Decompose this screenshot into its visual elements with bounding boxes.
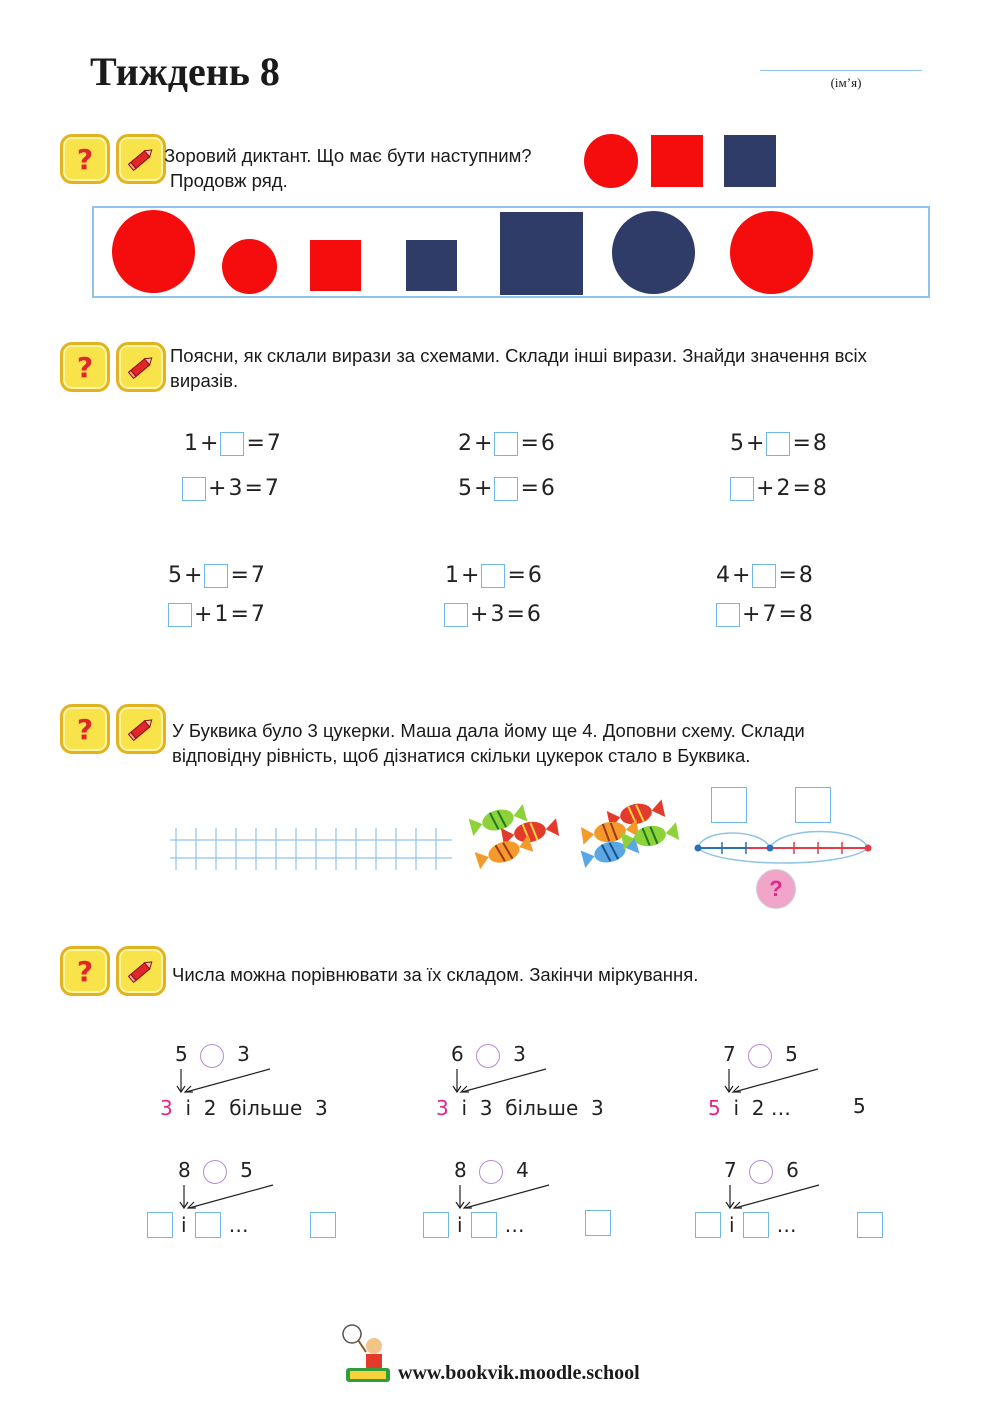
pencil-icon <box>116 704 166 754</box>
arrows <box>173 1183 283 1211</box>
equation: + 3 = 6 <box>444 602 541 627</box>
task2-icons <box>60 342 166 392</box>
equation: 5 + = 7 <box>168 563 265 588</box>
answer-box[interactable] <box>168 603 192 627</box>
question-icon: ? <box>60 946 110 996</box>
name-label: (ім’я) <box>830 75 862 90</box>
pencil-icon <box>116 342 166 392</box>
compare-circle[interactable] <box>749 1160 773 1184</box>
answer-box[interactable] <box>444 603 468 627</box>
comparison-reasoning: і … <box>423 1212 525 1238</box>
comparison-top: 6 3 <box>451 1042 526 1066</box>
equation: 4 + = 8 <box>716 563 813 588</box>
candies-4-image <box>580 796 686 870</box>
equation: 1 + = 7 <box>184 431 281 456</box>
question-icon: ? <box>60 134 110 184</box>
seq-navy-square-large <box>500 212 583 295</box>
page-title: Тиждень 8 <box>90 49 280 94</box>
answer-box[interactable] <box>585 1210 611 1236</box>
scheme-answer-box-right[interactable] <box>795 787 831 823</box>
question-icon: ? <box>60 704 110 754</box>
pattern-red-square <box>651 135 703 187</box>
pencil-icon <box>116 946 166 996</box>
equation: + 2 = 8 <box>730 476 827 501</box>
task3-icons <box>60 704 166 754</box>
comparison-top: 7 5 <box>723 1042 798 1066</box>
answer-box[interactable] <box>752 564 776 588</box>
equation: 5 + = 8 <box>730 431 827 456</box>
answer-box[interactable] <box>857 1212 883 1238</box>
equation: + 3 = 7 <box>182 476 279 501</box>
task4-instruction: Числа можна порівнювати за їх складом. Закінчи міркування. <box>172 964 699 985</box>
answer-box[interactable] <box>182 477 206 501</box>
pattern-red-circle <box>584 134 638 188</box>
pattern-navy-square <box>724 135 776 187</box>
answer-box[interactable] <box>695 1212 721 1238</box>
pencil-icon <box>116 134 166 184</box>
grid-strip[interactable] <box>170 826 452 872</box>
arrows <box>449 1183 559 1211</box>
comparison-top: 7 6 <box>724 1158 799 1182</box>
equation: + 7 = 8 <box>716 602 813 627</box>
answer-box[interactable] <box>195 1212 221 1238</box>
arrows <box>446 1067 556 1095</box>
task4-icons <box>60 946 166 996</box>
equation: 2 + = 6 <box>458 431 555 456</box>
comparison-top: 5 3 <box>175 1042 250 1066</box>
seq-navy-square-small <box>406 240 457 291</box>
comparison-value: 5 <box>853 1094 866 1118</box>
compare-circle[interactable] <box>748 1044 772 1068</box>
answer-box[interactable] <box>730 477 754 501</box>
seq-red-circle-large <box>112 210 195 293</box>
comparison-reasoning: 5 і 2 … <box>708 1096 791 1120</box>
answer-box[interactable] <box>716 603 740 627</box>
answer-box[interactable] <box>766 432 790 456</box>
answer-box[interactable] <box>423 1212 449 1238</box>
name-input-line[interactable] <box>760 70 922 71</box>
comparison-reasoning: 3 і 3 більше 3 <box>436 1096 604 1120</box>
seq-red-circle-large-2 <box>730 211 813 294</box>
arrows <box>718 1067 828 1095</box>
question-icon: ? <box>60 342 110 392</box>
answer-box[interactable] <box>494 477 518 501</box>
arrows <box>170 1067 280 1095</box>
question-circle: ? <box>756 869 796 909</box>
candies-3-image <box>468 798 568 870</box>
scheme-answer-box-left[interactable] <box>711 787 747 823</box>
task2-instruction: Поясни, як склали вирази за схемами. Склади інші вирази. Знайди значення всіх виразів. <box>170 345 867 391</box>
arrows <box>719 1183 829 1211</box>
comparison-reasoning: і … <box>147 1212 249 1238</box>
compare-circle[interactable] <box>203 1160 227 1184</box>
seq-navy-circle-large <box>612 211 695 294</box>
comparison-top: 8 5 <box>178 1158 253 1182</box>
answer-box[interactable] <box>204 564 228 588</box>
task1-icons <box>60 134 166 184</box>
compare-circle[interactable] <box>200 1044 224 1068</box>
equation: 1 + = 6 <box>445 563 542 588</box>
answer-box[interactable] <box>310 1212 336 1238</box>
answer-box[interactable] <box>147 1212 173 1238</box>
seq-red-circle-small <box>222 239 277 294</box>
answer-box[interactable] <box>481 564 505 588</box>
seq-red-square-small <box>310 240 361 291</box>
equation: + 1 = 7 <box>168 602 265 627</box>
equation: 5 + = 6 <box>458 476 555 501</box>
number-line-scheme <box>690 822 876 870</box>
answer-box[interactable] <box>471 1212 497 1238</box>
compare-circle[interactable] <box>479 1160 503 1184</box>
bookvik-logo <box>336 1322 396 1388</box>
footer-url[interactable]: www.bookvik.moodle.school <box>398 1362 640 1384</box>
comparison-reasoning: і … <box>695 1212 797 1238</box>
answer-box[interactable] <box>743 1212 769 1238</box>
answer-box[interactable] <box>220 432 244 456</box>
compare-circle[interactable] <box>476 1044 500 1068</box>
task3-instruction: У Буквика було 3 цукерки. Маша дала йому ще 4. Доповни схему. Склади відповідну рівність, щоб дізнатися скільки цукерок стало в Буквика. <box>172 720 805 766</box>
comparison-top: 8 4 <box>454 1158 529 1182</box>
comparison-reasoning: 3 і 2 більше 3 <box>160 1096 328 1120</box>
answer-box[interactable] <box>494 432 518 456</box>
task1-instruction: Зоровий диктант. Що має бути наступним? Продовж ряд. <box>164 145 532 191</box>
